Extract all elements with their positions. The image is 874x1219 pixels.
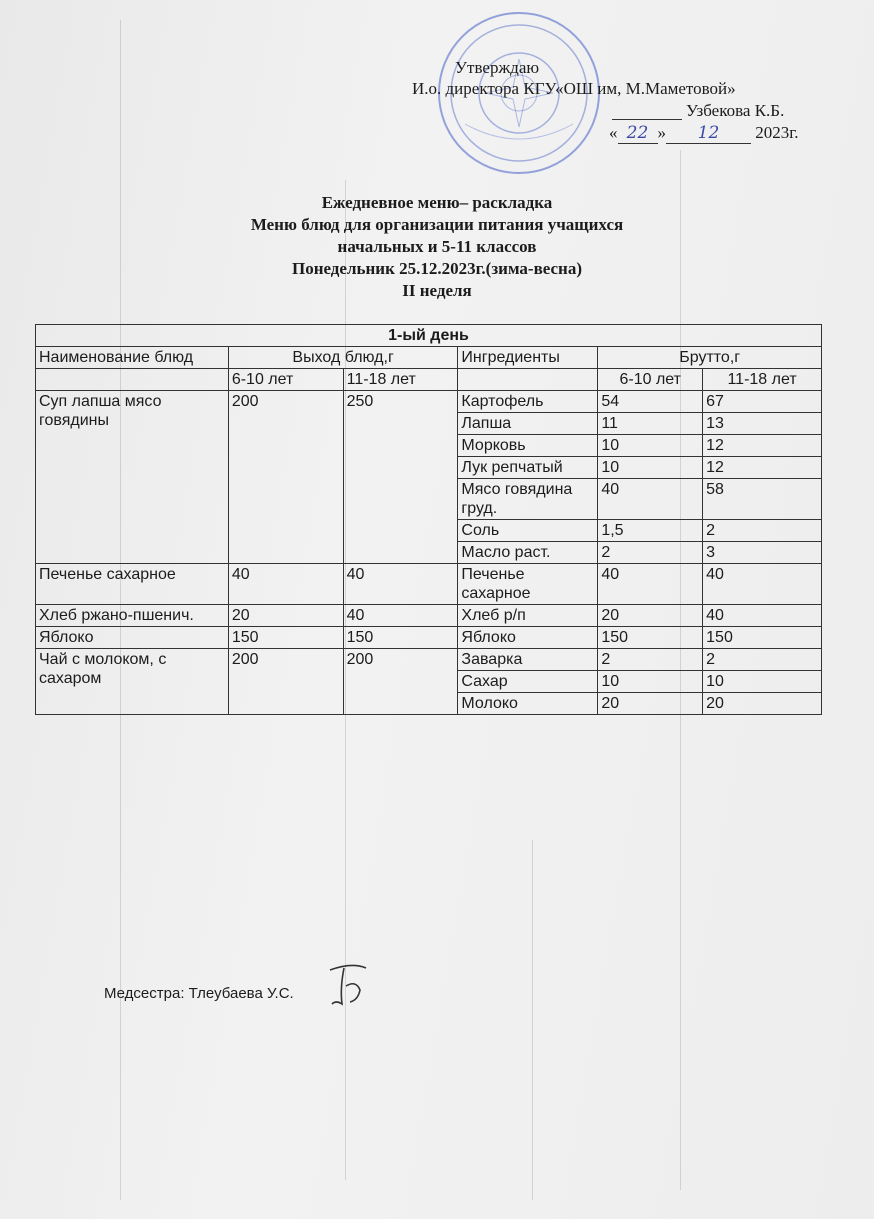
ingredient-name: Яблоко <box>458 627 598 649</box>
dish-output-b: 200 <box>343 649 458 715</box>
col-gross-header: Брутто,г <box>598 347 822 369</box>
dish-name: Хлеб ржано-пшенич. <box>36 605 229 627</box>
ingredient-gross-b: 150 <box>703 627 822 649</box>
date-day: 22 <box>618 123 658 144</box>
menu-table <box>35 324 822 715</box>
nurse-signature: Медсестра: Тлеубаева У.С. <box>104 985 294 1002</box>
ingredient-gross-b: 3 <box>703 542 822 564</box>
ingredient-name: Молоко <box>458 693 598 715</box>
table-row <box>36 564 822 605</box>
col-output-header: Выход блюд,г <box>228 347 458 369</box>
menu-table-body <box>36 325 822 715</box>
ingredient-gross-a: 20 <box>598 693 703 715</box>
approval-heading: Утверждаю <box>455 58 540 77</box>
header-line-3: начальных и 5-11 классов <box>337 237 537 256</box>
table-row <box>36 627 822 649</box>
ingredient-gross-b: 40 <box>703 564 822 605</box>
ingredient-name: Сахар <box>458 671 598 693</box>
ingredient-gross-a: 150 <box>598 627 703 649</box>
ingredient-gross-a: 54 <box>598 391 703 413</box>
date-month: 12 <box>666 123 751 144</box>
ingredient-name: Соль <box>458 520 598 542</box>
dish-output-a: 20 <box>228 605 343 627</box>
ingredient-gross-b: 67 <box>703 391 822 413</box>
column-header-row <box>36 347 822 369</box>
ingredient-gross-b: 2 <box>703 520 822 542</box>
table-row <box>36 391 822 413</box>
ingredient-gross-a: 2 <box>598 542 703 564</box>
dish-output-a: 200 <box>228 391 343 564</box>
ingredient-gross-b: 12 <box>703 457 822 479</box>
ingredient-name: Лапша <box>458 413 598 435</box>
dish-name: Печенье сахарное <box>36 564 229 605</box>
ingredient-gross-b: 2 <box>703 649 822 671</box>
ingredient-gross-a: 40 <box>598 564 703 605</box>
day-row <box>36 325 822 347</box>
ingredient-name: Заварка <box>458 649 598 671</box>
ingredient-name: Масло раст. <box>458 542 598 564</box>
director-signature-line <box>612 99 682 120</box>
output-age-b: 11-18 лет <box>343 369 458 391</box>
ingredient-gross-b: 20 <box>703 693 822 715</box>
age-header-row <box>36 369 822 391</box>
ingredient-gross-b: 12 <box>703 435 822 457</box>
header-line-2: Меню блюд для организации питания учащихся <box>250 215 624 234</box>
director-name: Узбекова К.Б. <box>686 101 785 120</box>
output-age-a: 6-10 лет <box>228 369 343 391</box>
approval-director <box>686 101 784 121</box>
ingredient-name: Мясо говядина груд. <box>458 479 598 520</box>
ingredient-gross-a: 40 <box>598 479 703 520</box>
ingredient-gross-a: 10 <box>598 671 703 693</box>
ingredient-name: Печенье сахарное <box>458 564 598 605</box>
dish-name: Чай с молоком, с сахаром <box>36 649 229 715</box>
nurse-handwritten-signature <box>322 960 372 1010</box>
scan-artifact <box>532 840 533 1200</box>
dish-output-b: 250 <box>343 391 458 564</box>
ingredient-gross-b: 13 <box>703 413 822 435</box>
ingredient-gross-b: 40 <box>703 605 822 627</box>
ingredient-name: Лук репчатый <box>458 457 598 479</box>
ingredient-gross-a: 10 <box>598 457 703 479</box>
approval-position: И.о. директора КГУ«ОШ им, М.Маметовой» <box>412 79 736 98</box>
header-line-1: Ежедневное меню– раскладка <box>321 193 553 212</box>
ingredient-gross-a: 1,5 <box>598 520 703 542</box>
col-dish-header: Наименование блюд <box>36 347 229 369</box>
gross-age-b: 11-18 лет <box>703 369 822 391</box>
header-line-4: Понедельник 25.12.2023г.(зима-весна) <box>291 259 583 278</box>
dish-output-a: 40 <box>228 564 343 605</box>
dish-output-b: 40 <box>343 605 458 627</box>
ingredient-gross-a: 20 <box>598 605 703 627</box>
ingredient-gross-b: 10 <box>703 671 822 693</box>
dish-name: Яблоко <box>36 627 229 649</box>
table-row <box>36 649 822 671</box>
ingredient-gross-b: 58 <box>703 479 822 520</box>
ingredient-gross-a: 10 <box>598 435 703 457</box>
ingredient-name: Картофель <box>458 391 598 413</box>
menu-header <box>0 192 874 302</box>
dish-output-b: 150 <box>343 627 458 649</box>
dish-output-b: 40 <box>343 564 458 605</box>
ingredient-gross-a: 11 <box>598 413 703 435</box>
dish-output-a: 150 <box>228 627 343 649</box>
ingredient-name: Хлеб р/п <box>458 605 598 627</box>
dish-name: Суп лапша мясо говядины <box>36 391 229 564</box>
date-year: 2023г. <box>755 123 799 142</box>
col-ingredients-header: Ингредиенты <box>458 347 598 369</box>
ingredient-gross-a: 2 <box>598 649 703 671</box>
day-label: 1-ый день <box>36 325 822 347</box>
ingredient-name: Морковь <box>458 435 598 457</box>
dish-output-a: 200 <box>228 649 343 715</box>
approval-date: « 22 » 12 2023г. <box>609 123 799 143</box>
header-line-5: II неделя <box>402 281 472 300</box>
table-row <box>36 605 822 627</box>
gross-age-a: 6-10 лет <box>598 369 703 391</box>
